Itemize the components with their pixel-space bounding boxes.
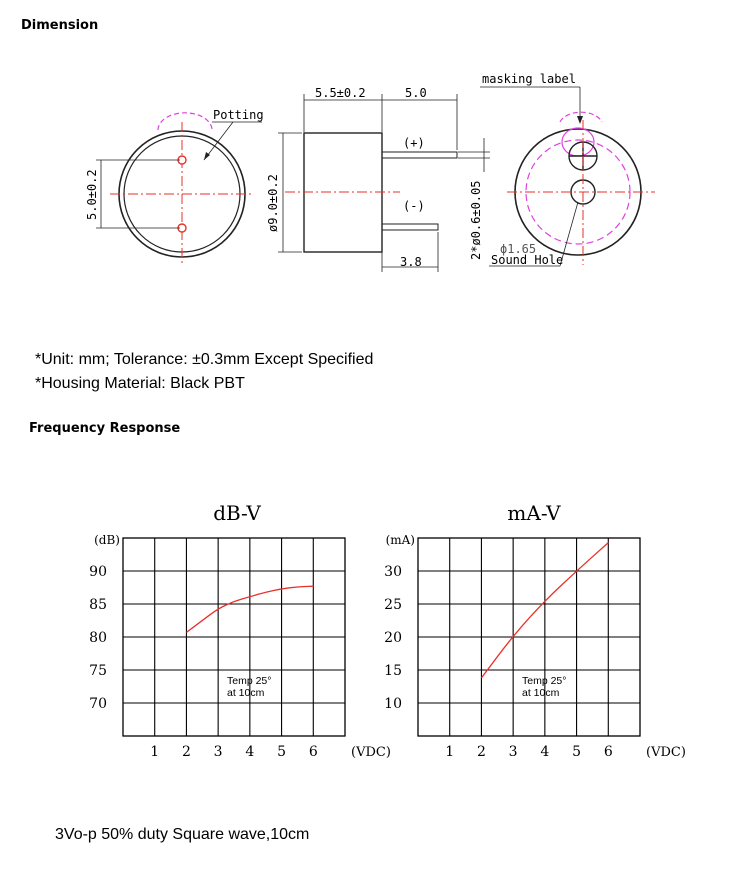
plus-label: (+) <box>403 136 425 150</box>
chart-2-annotation: at 10cm <box>522 687 560 699</box>
minus-label: (-) <box>403 199 425 213</box>
chart-1-xtick: 1 <box>150 744 160 760</box>
chart-1-ytick: 85 <box>89 597 107 613</box>
chart-2-xtick: 5 <box>572 744 582 760</box>
sound-hole-dim: ϕ1.65 <box>500 242 537 256</box>
potting-arc <box>158 113 212 130</box>
chart-2-ytick: 30 <box>384 564 402 580</box>
chart-1-xtick: 2 <box>181 744 191 760</box>
chart-2-xtick: 3 <box>508 744 518 760</box>
footer-note: 3Vo-p 50% duty Square wave,10cm <box>55 826 310 843</box>
potting-label: Potting <box>213 108 264 122</box>
chart-2-ytick: 20 <box>384 630 402 646</box>
chart-2-annotation: Temp 25° <box>522 675 567 687</box>
chart-1-xtick: 5 <box>277 744 287 760</box>
dimension-drawing <box>0 60 750 290</box>
note-unit: *Unit: mm; Tolerance: ±0.3mm Except Specified <box>35 351 374 368</box>
chart-2-ytick: 15 <box>384 663 402 679</box>
lead-dim: 3.8 <box>400 255 422 269</box>
chart-2-ytick: 25 <box>384 597 402 613</box>
chart-1-ytick: 90 <box>89 564 107 580</box>
frequency-title: Frequency Response <box>29 421 181 436</box>
chart-2-title: mA-V <box>507 501 561 525</box>
sound-hole-label: Sound Hole <box>491 253 564 267</box>
chart-1-xtick: 4 <box>245 744 255 760</box>
chart-2-xlabel: (VDC) <box>646 745 686 760</box>
chart-1-ylabel: (dB) <box>94 533 120 547</box>
chart-1-annotation: at 10cm <box>227 687 265 699</box>
pin-spacing-dim: 5.0±0.2 <box>85 169 99 220</box>
bottom-view <box>85 108 264 265</box>
chart-2-ytick: 10 <box>384 696 402 712</box>
chart-2-xtick: 2 <box>476 744 486 760</box>
chart-1-xtick: 6 <box>308 744 318 760</box>
top-view <box>480 72 655 267</box>
chart-1-xlabel: (VDC) <box>351 745 391 760</box>
chart-2-ylabel: (mA) <box>385 533 415 547</box>
charts-area <box>0 490 750 780</box>
height-dim: 5.5±0.2 <box>315 86 366 100</box>
chart-1-annotation: Temp 25° <box>227 675 272 687</box>
note-material: *Housing Material: Black PBT <box>35 375 245 392</box>
chart-2-xtick: 1 <box>445 744 455 760</box>
chart-1-ytick: 75 <box>89 663 107 679</box>
chart-1-ytick: 80 <box>89 630 107 646</box>
diameter-dim: ø9.0±0.2 <box>266 174 280 232</box>
side-view <box>266 86 490 272</box>
masking-tab <box>562 128 594 156</box>
chart-1-ytick: 70 <box>89 696 107 712</box>
chart-2-xtick: 6 <box>603 744 613 760</box>
chart-2-xtick: 4 <box>540 744 550 760</box>
dimension-title: Dimension <box>21 18 99 33</box>
chart-1-title: dB-V <box>213 501 261 525</box>
chart-1-xtick: 3 <box>213 744 223 760</box>
pin-length-dim: 5.0 <box>405 86 427 100</box>
pin-diameter-dim: 2*ø0.6±0.05 <box>469 180 483 260</box>
masking-label: masking label <box>482 72 576 86</box>
